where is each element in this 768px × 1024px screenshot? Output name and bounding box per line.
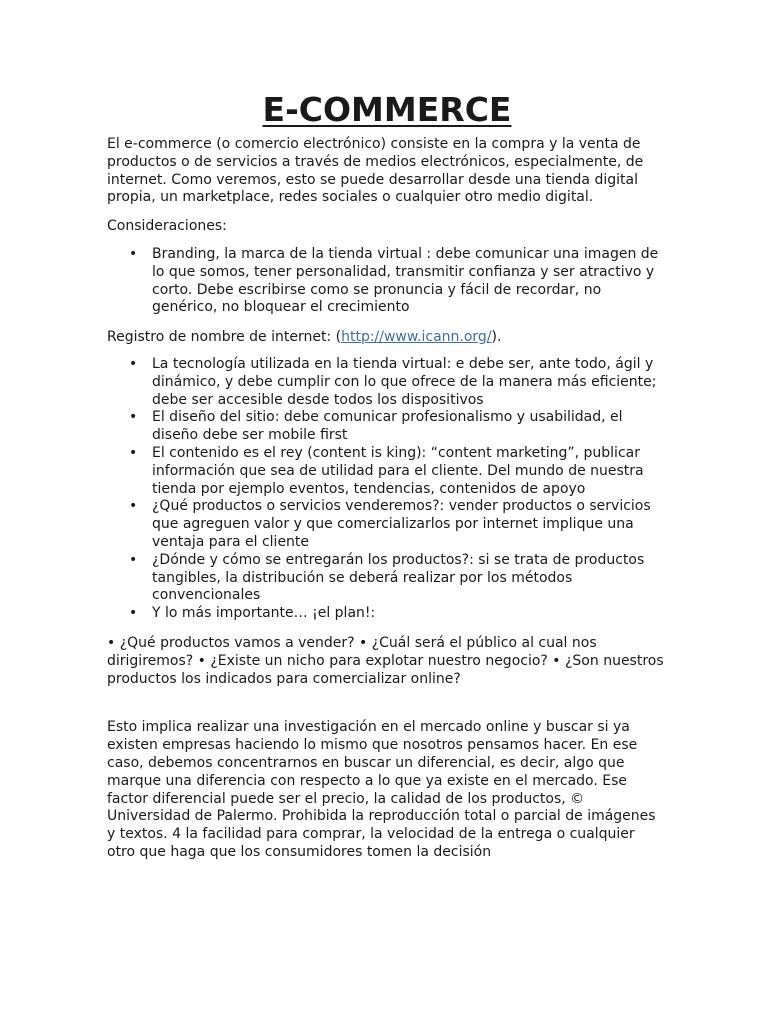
list-item-text: ¿Qué productos o servicios venderemos?: vender productos o servicios que agreguen valor y que comercializarlos por internet implique una ventaja para el cliente bbox=[152, 498, 651, 550]
considerations-list bbox=[107, 246, 667, 317]
intro-paragraph: El e-commerce (o comercio electrónico) consiste en la compra y la venta de productos o de servicios a través de medios electrónicos, especialmente, de internet. Como veremos, esto se puede desarrollar desde una tienda digital propia, un marketplace, redes sociales o cualquier otro medio digital. bbox=[107, 136, 644, 206]
closing-paragraph: Esto implica realizar una investigación en el mercado online y buscar si ya existen empresas haciendo lo mismo que nosotros pensamos hacer. En ese caso, debemos concentrarnos en buscar un diferencial, es decir, algo que marque una diferencia con respecto a lo que ya existe en el mercado. Ese factor diferencial puede ser el precio, la calidad de los productos, © Universidad de Palermo. Prohibida la reproducción total o parcial de imágenes y textos. 4 la facilidad para comprar, la velocidad de la entrega o cualquier otro que haga que los consumidores tomen la decisión bbox=[107, 719, 656, 860]
bullet-icon: • bbox=[129, 605, 138, 622]
bullet-icon: • bbox=[129, 551, 138, 568]
list-item bbox=[107, 552, 667, 605]
list-item-text: El diseño del sitio: debe comunicar profesionalismo y usabilidad, el diseño debe ser mobile first bbox=[152, 409, 623, 444]
document-title bbox=[107, 88, 667, 132]
list-item bbox=[107, 246, 667, 317]
list-item-text: Branding, la marca de la tienda virtual : debe comunicar una imagen de lo que somos, tener personalidad, transmitir confianza y ser atractivo y corto. Debe escribirse como se pronuncia y fácil de recordar, no genérico, no bloquear el crecimiento bbox=[152, 245, 659, 316]
registry-paragraph bbox=[107, 329, 667, 347]
bullet-icon: • bbox=[129, 355, 138, 372]
registry-suffix: ). bbox=[491, 329, 502, 346]
bullet-icon: • bbox=[129, 444, 138, 461]
list-item bbox=[107, 409, 667, 445]
list-item bbox=[107, 498, 667, 551]
list-item-text: El contenido es el rey (content is king): “content marketing”, publicar información que sea de utilidad para el cliente. Del mundo de nuestra tienda por ejemplo eventos, tendencias, contenidos de apoyo bbox=[152, 444, 644, 497]
details-list bbox=[107, 356, 667, 623]
document-page bbox=[107, 88, 667, 862]
list-item bbox=[107, 445, 667, 498]
title-text: E-COMMERCE bbox=[262, 90, 512, 129]
list-item-text: Y lo más importante… ¡el plan!: bbox=[152, 605, 376, 622]
list-item-text: ¿Dónde y cómo se entregarán los productos?: si se trata de productos tangibles, la distribución se deberá realizar por los métodos convencionales bbox=[152, 551, 645, 604]
considerations-heading: Consideraciones: bbox=[107, 218, 227, 235]
bullet-icon: • bbox=[129, 498, 138, 515]
bullet-icon: • bbox=[129, 245, 138, 262]
registry-prefix: Registro de nombre de internet: ( bbox=[107, 329, 342, 346]
icann-link[interactable]: http://www.icann.org/ bbox=[341, 329, 492, 346]
questions-paragraph: • ¿Qué productos vamos a vender? • ¿Cuál será el público al cual nos dirigiremos? • ¿Existe un nicho para explotar nuestro negocio? • ¿Son nuestros productos los indicados para comercializar online? bbox=[107, 634, 664, 687]
list-item-text: La tecnología utilizada en la tienda virtual: e debe ser, ante todo, ágil y dinámico, y debe cumplir con lo que ofrece de la manera más eficiente; debe ser accesible desde todos los dispositivos bbox=[152, 355, 657, 408]
list-item bbox=[107, 356, 667, 409]
bullet-icon: • bbox=[129, 409, 138, 426]
list-item bbox=[107, 605, 667, 623]
